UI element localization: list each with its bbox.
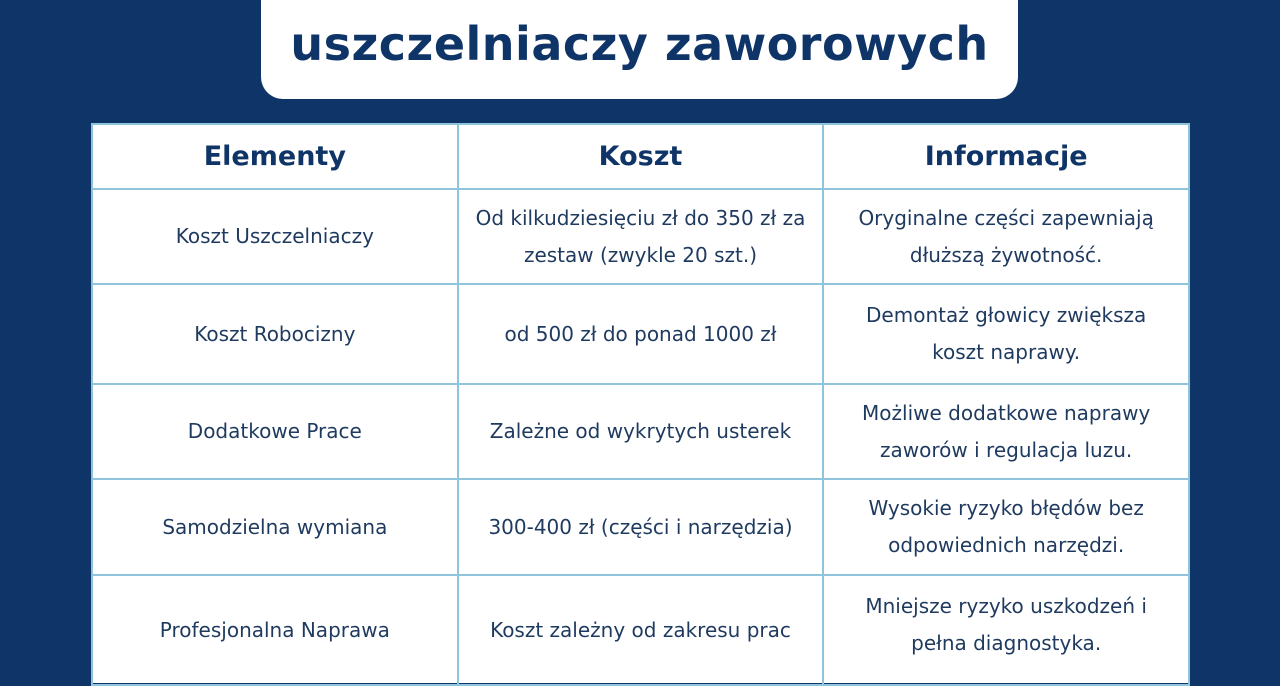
table-cell-element: Dodatkowe Prace xyxy=(92,384,458,479)
table-cell-info: Mniejsze ryzyko uszkodzeń i pełna diagnostyka. xyxy=(823,575,1189,685)
cost-table xyxy=(91,123,1190,686)
table-row xyxy=(92,284,1189,384)
column-header-koszt: Koszt xyxy=(458,124,824,189)
table-row xyxy=(92,479,1189,575)
table-cell-info: Oryginalne części zapewniają dłuższą żywotność. xyxy=(823,189,1189,284)
page-title: uszczelniaczy zaworowych xyxy=(290,17,989,71)
table-row xyxy=(92,384,1189,479)
table-cell-info: Demontaż głowicy zwiększa koszt naprawy. xyxy=(823,284,1189,384)
table-cell-cost: Zależne od wykrytych usterek xyxy=(458,384,824,479)
table-header-row xyxy=(92,124,1189,189)
table-cell-cost: 300-400 zł (części i narzędzia) xyxy=(458,479,824,575)
table-row xyxy=(92,189,1189,284)
title-box xyxy=(261,0,1018,99)
table-cell-element: Profesjonalna Naprawa xyxy=(92,575,458,685)
table-cell-cost: Od kilkudziesięciu zł do 350 zł za zestaw (zwykle 20 szt.) xyxy=(458,189,824,284)
table-cell-cost: Koszt zależny od zakresu prac xyxy=(458,575,824,685)
table-cell-info: Możliwe dodatkowe naprawy zaworów i regulacja luzu. xyxy=(823,384,1189,479)
table-cell-element: Koszt Robocizny xyxy=(92,284,458,384)
table-row xyxy=(92,575,1189,685)
column-header-elementy: Elementy xyxy=(92,124,458,189)
cost-table-container xyxy=(91,123,1190,683)
table-cell-info: Wysokie ryzyko błędów bez odpowiednich narzędzi. xyxy=(823,479,1189,575)
table-cell-element: Samodzielna wymiana xyxy=(92,479,458,575)
column-header-informacje: Informacje xyxy=(823,124,1189,189)
table-cell-cost: od 500 zł do ponad 1000 zł xyxy=(458,284,824,384)
table-cell-element: Koszt Uszczelniaczy xyxy=(92,189,458,284)
